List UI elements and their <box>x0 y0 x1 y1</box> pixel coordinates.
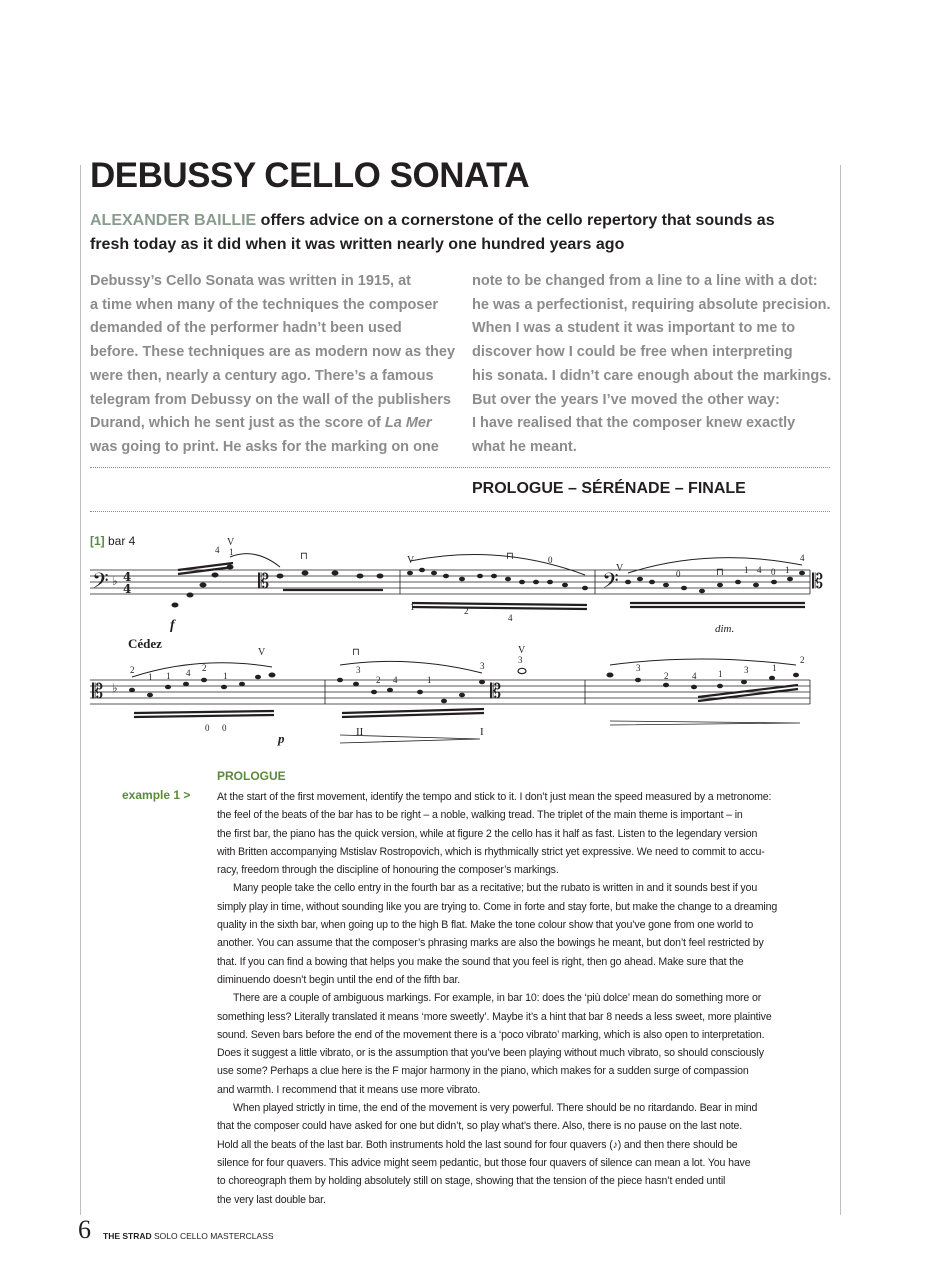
svg-text:4: 4 <box>393 675 398 685</box>
intro-line: telegram from Debussy on the wall of the publishers <box>90 391 451 408</box>
dynamic-piano: p <box>278 731 285 746</box>
up-bow-icon: V <box>407 555 415 566</box>
svg-text:3: 3 <box>480 661 485 671</box>
body-line: quality in the sixth bar, when going up to the high B flat. Make the tone colour show that you’ve gone from one world to <box>217 919 754 932</box>
svg-text:4: 4 <box>215 545 220 555</box>
svg-text:0: 0 <box>676 569 681 579</box>
dotted-divider <box>90 511 830 512</box>
up-bow-icon: V <box>258 647 266 658</box>
down-bow-icon: ⊓ <box>352 647 360 658</box>
svg-text:2: 2 <box>464 606 469 616</box>
example-number: [1] <box>90 534 105 548</box>
footer-section: SOLO CELLO MASTERCLASS <box>151 1231 274 1241</box>
up-bow-icon: V <box>616 563 624 574</box>
hairpins <box>340 721 800 743</box>
svg-text:3: 3 <box>518 655 523 665</box>
string-marking-i: I <box>480 726 484 738</box>
body-line: simply play in time, without sounding like you are trying to. Come in forte and stay forte, but make the change to a dreaming <box>217 900 778 913</box>
svg-text:1: 1 <box>785 565 790 575</box>
intro-line: note to be changed from a line to a line with a dot: <box>472 273 818 289</box>
left-margin-rule <box>80 165 81 1215</box>
intro-line: a time when many of the techniques the composer <box>90 296 439 313</box>
example-bar: bar 4 <box>104 534 136 548</box>
bass-clef-icon: 𝄢 <box>602 569 619 599</box>
svg-text:4: 4 <box>800 553 805 563</box>
right-margin-rule <box>840 165 841 1215</box>
svg-text:2: 2 <box>800 655 805 665</box>
body-line: sound. Seven bars before the end of the movement there is a ‘poco vibrato’ marking, which is also open to interpretation. <box>217 1028 765 1041</box>
flat-icon: ♭ <box>112 681 118 695</box>
bass-clef-icon: 𝄢 <box>92 569 109 599</box>
intro-line: were then, nearly a century ago. There’s a famous <box>90 367 434 384</box>
svg-text:1: 1 <box>148 672 153 682</box>
svg-text:0: 0 <box>771 567 776 577</box>
svg-text:2: 2 <box>130 665 135 675</box>
down-bow-icon: ⊓ <box>506 551 514 562</box>
footer-brand <box>103 1231 274 1241</box>
standfirst-text-1: offers advice on a cornerstone of the cello repertory that sounds as <box>256 212 775 229</box>
magazine-name: THE STRAD <box>103 1231 152 1241</box>
time-signature-icon: 4 <box>123 570 132 584</box>
la-mer-title: La Mer <box>384 415 432 432</box>
body-line: silence for four quavers. This advice might seem pedantic, but those four quavers of silence can mean a lot. You have <box>217 1156 751 1169</box>
svg-text:4: 4 <box>508 613 513 623</box>
tenor-clef-icon: 𝄡 <box>812 569 824 593</box>
svg-text:1: 1 <box>410 602 415 612</box>
cedez-marking: Cédez <box>128 636 162 651</box>
flat-icon: ♭ <box>112 574 118 588</box>
down-bow-icon: ⊓ <box>716 567 724 578</box>
body-line: racy, freedom through the discipline of honouring the composer’s markings. <box>217 864 559 877</box>
tenor-clef-icon: 𝄡 <box>490 679 502 703</box>
svg-text:1: 1 <box>229 547 234 557</box>
svg-text:0: 0 <box>205 723 210 733</box>
page-number: 6 <box>78 1215 91 1244</box>
up-bow-icon: V <box>518 645 526 656</box>
svg-text:3: 3 <box>356 665 361 675</box>
article-title: DEBUSSY CELLO SONATA <box>90 156 530 195</box>
svg-text:1: 1 <box>744 565 749 575</box>
intro-line: But over the years I’ve moved the other way: <box>472 391 780 408</box>
body-line: There are a couple of ambiguous markings. For example, in bar 10: does the ‘più dolce’ mean do something more or <box>233 992 762 1005</box>
intro-line: I have realised that the composer knew exactly <box>472 415 796 432</box>
svg-text:0: 0 <box>222 723 227 733</box>
body-line: diminuendo doesn’t begin until the end of the fifth bar. <box>217 973 461 986</box>
intro-column-left <box>90 270 456 460</box>
intro-column-right <box>472 270 832 460</box>
body-line: Does it suggest a little vibrato, or is the assumption that you’ve been playing without much vibrato, so should consciously <box>217 1047 764 1060</box>
body-line: use some? Perhaps a clue here is the F major harmony in the piano, which makes for a sudden surge of compassion <box>217 1065 749 1078</box>
up-bow-icon: V <box>227 537 235 548</box>
body-line: the feel of the beats of the bar has to be right – a noble, walking tread. The triplet of the main theme is important – in <box>217 809 743 822</box>
body-line: that. If you can find a bowing that helps you make the sound that you feel is right, then go ahead. Make sure that the <box>217 955 744 968</box>
svg-text:1: 1 <box>166 671 171 681</box>
dynamic-forte: f <box>170 618 175 633</box>
body-line: the first bar, the piano has the quick version, while at figure 2 the cello has it half as fast. Listen to the legendary version <box>217 827 758 840</box>
svg-text:4: 4 <box>186 668 191 678</box>
svg-text:1: 1 <box>427 675 432 685</box>
body-text <box>217 788 829 1209</box>
svg-text:4: 4 <box>757 565 762 575</box>
example-label: example 1 > <box>122 788 191 802</box>
svg-text:3: 3 <box>636 663 641 673</box>
intro-line: demanded of the performer hadn’t been used <box>90 320 402 337</box>
intro-line: before. These techniques are as modern now as they <box>90 344 456 361</box>
svg-text:1: 1 <box>223 671 228 681</box>
body-line: When played strictly in time, the end of the movement is very powerful. There should be no ritardando. Bear in mind <box>233 1102 758 1115</box>
intro-line: discover how I could be free when interpreting <box>472 344 793 361</box>
body-line: that the composer could have asked for one but didn’t, so play what’s there. Also, there is no pause on the last note. <box>217 1120 743 1133</box>
tenor-clef-icon: 𝄡 <box>258 569 270 593</box>
down-bow-icon: ⊓ <box>300 551 308 562</box>
standfirst-text-2: fresh today as it did when it was written nearly one hundred years ago <box>90 236 625 253</box>
body-line: and warmth. I recommend that it means use more vibrato. <box>217 1083 481 1096</box>
svg-text:2: 2 <box>376 675 381 685</box>
intro-line-text: Durand, which he sent just as the score of <box>90 415 385 432</box>
svg-text:0: 0 <box>548 555 553 565</box>
beams <box>134 563 805 717</box>
svg-text:4: 4 <box>692 671 697 681</box>
intro-line <box>90 412 450 436</box>
intro-line: was going to print. He asks for the marking on one <box>90 438 439 455</box>
tenor-clef-icon: 𝄡 <box>92 679 104 703</box>
body-line: to choreograph them by holding absolutely still on stage, showing that the tension of the piece hasn’t ended until <box>217 1175 726 1188</box>
intro-line: his sonata. I didn’t care enough about the markings. <box>472 367 832 384</box>
intro-line: what he meant. <box>472 438 577 455</box>
string-marking-ii: II <box>356 726 364 738</box>
body-line: with Britten accompanying Mstislav Rostropovich, which is rhythmically strict yet expressive. We need to commit to accu- <box>217 845 765 858</box>
diminuendo-marking: dim. <box>715 623 735 635</box>
note-heads <box>129 565 805 704</box>
time-signature-icon: 4 <box>123 582 132 596</box>
intro-line: Debussy’s Cello Sonata was written in 1915, at <box>90 273 411 289</box>
svg-text:1: 1 <box>718 669 723 679</box>
body-line: Hold all the beats of the last bar. Both instruments hold the last sound for four quavers (♪) and then there should be <box>217 1138 738 1151</box>
intro-line: When I was a student it was important to me to <box>472 320 796 337</box>
standfirst <box>90 209 830 257</box>
dotted-divider <box>90 467 830 468</box>
body-line: At the start of the first movement, identify the tempo and stick to it. I don’t just mean the speed measured by a metronome: <box>217 791 772 803</box>
section-heading: PROLOGUE <box>217 769 286 783</box>
svg-text:2: 2 <box>664 671 669 681</box>
body-line: another. You can assume that the composer’s phrasing marks are also the bowings he meant, but don’t feel restricted by <box>217 937 764 950</box>
svg-text:1: 1 <box>772 663 777 673</box>
body-line: something less? Literally translated it means ‘more sweetly’. Maybe it’s a hint that bar 8 needs a less sweet, more plaintive <box>217 1010 772 1023</box>
movements-heading: PROLOGUE – SÉRÉNADE – FINALE <box>472 480 746 497</box>
intro-line: he was a perfectionist, requiring absolute precision. <box>472 296 831 313</box>
fingering-numbers <box>130 545 805 733</box>
author-name: ALEXANDER BAILLIE <box>90 212 257 229</box>
body-line: Many people take the cello entry in the fourth bar as a recitative; but the rubato is written in and it sounds best if you <box>233 882 758 895</box>
svg-text:3: 3 <box>744 665 749 675</box>
svg-text:2: 2 <box>202 663 207 673</box>
body-line: the very last double bar. <box>217 1193 326 1206</box>
